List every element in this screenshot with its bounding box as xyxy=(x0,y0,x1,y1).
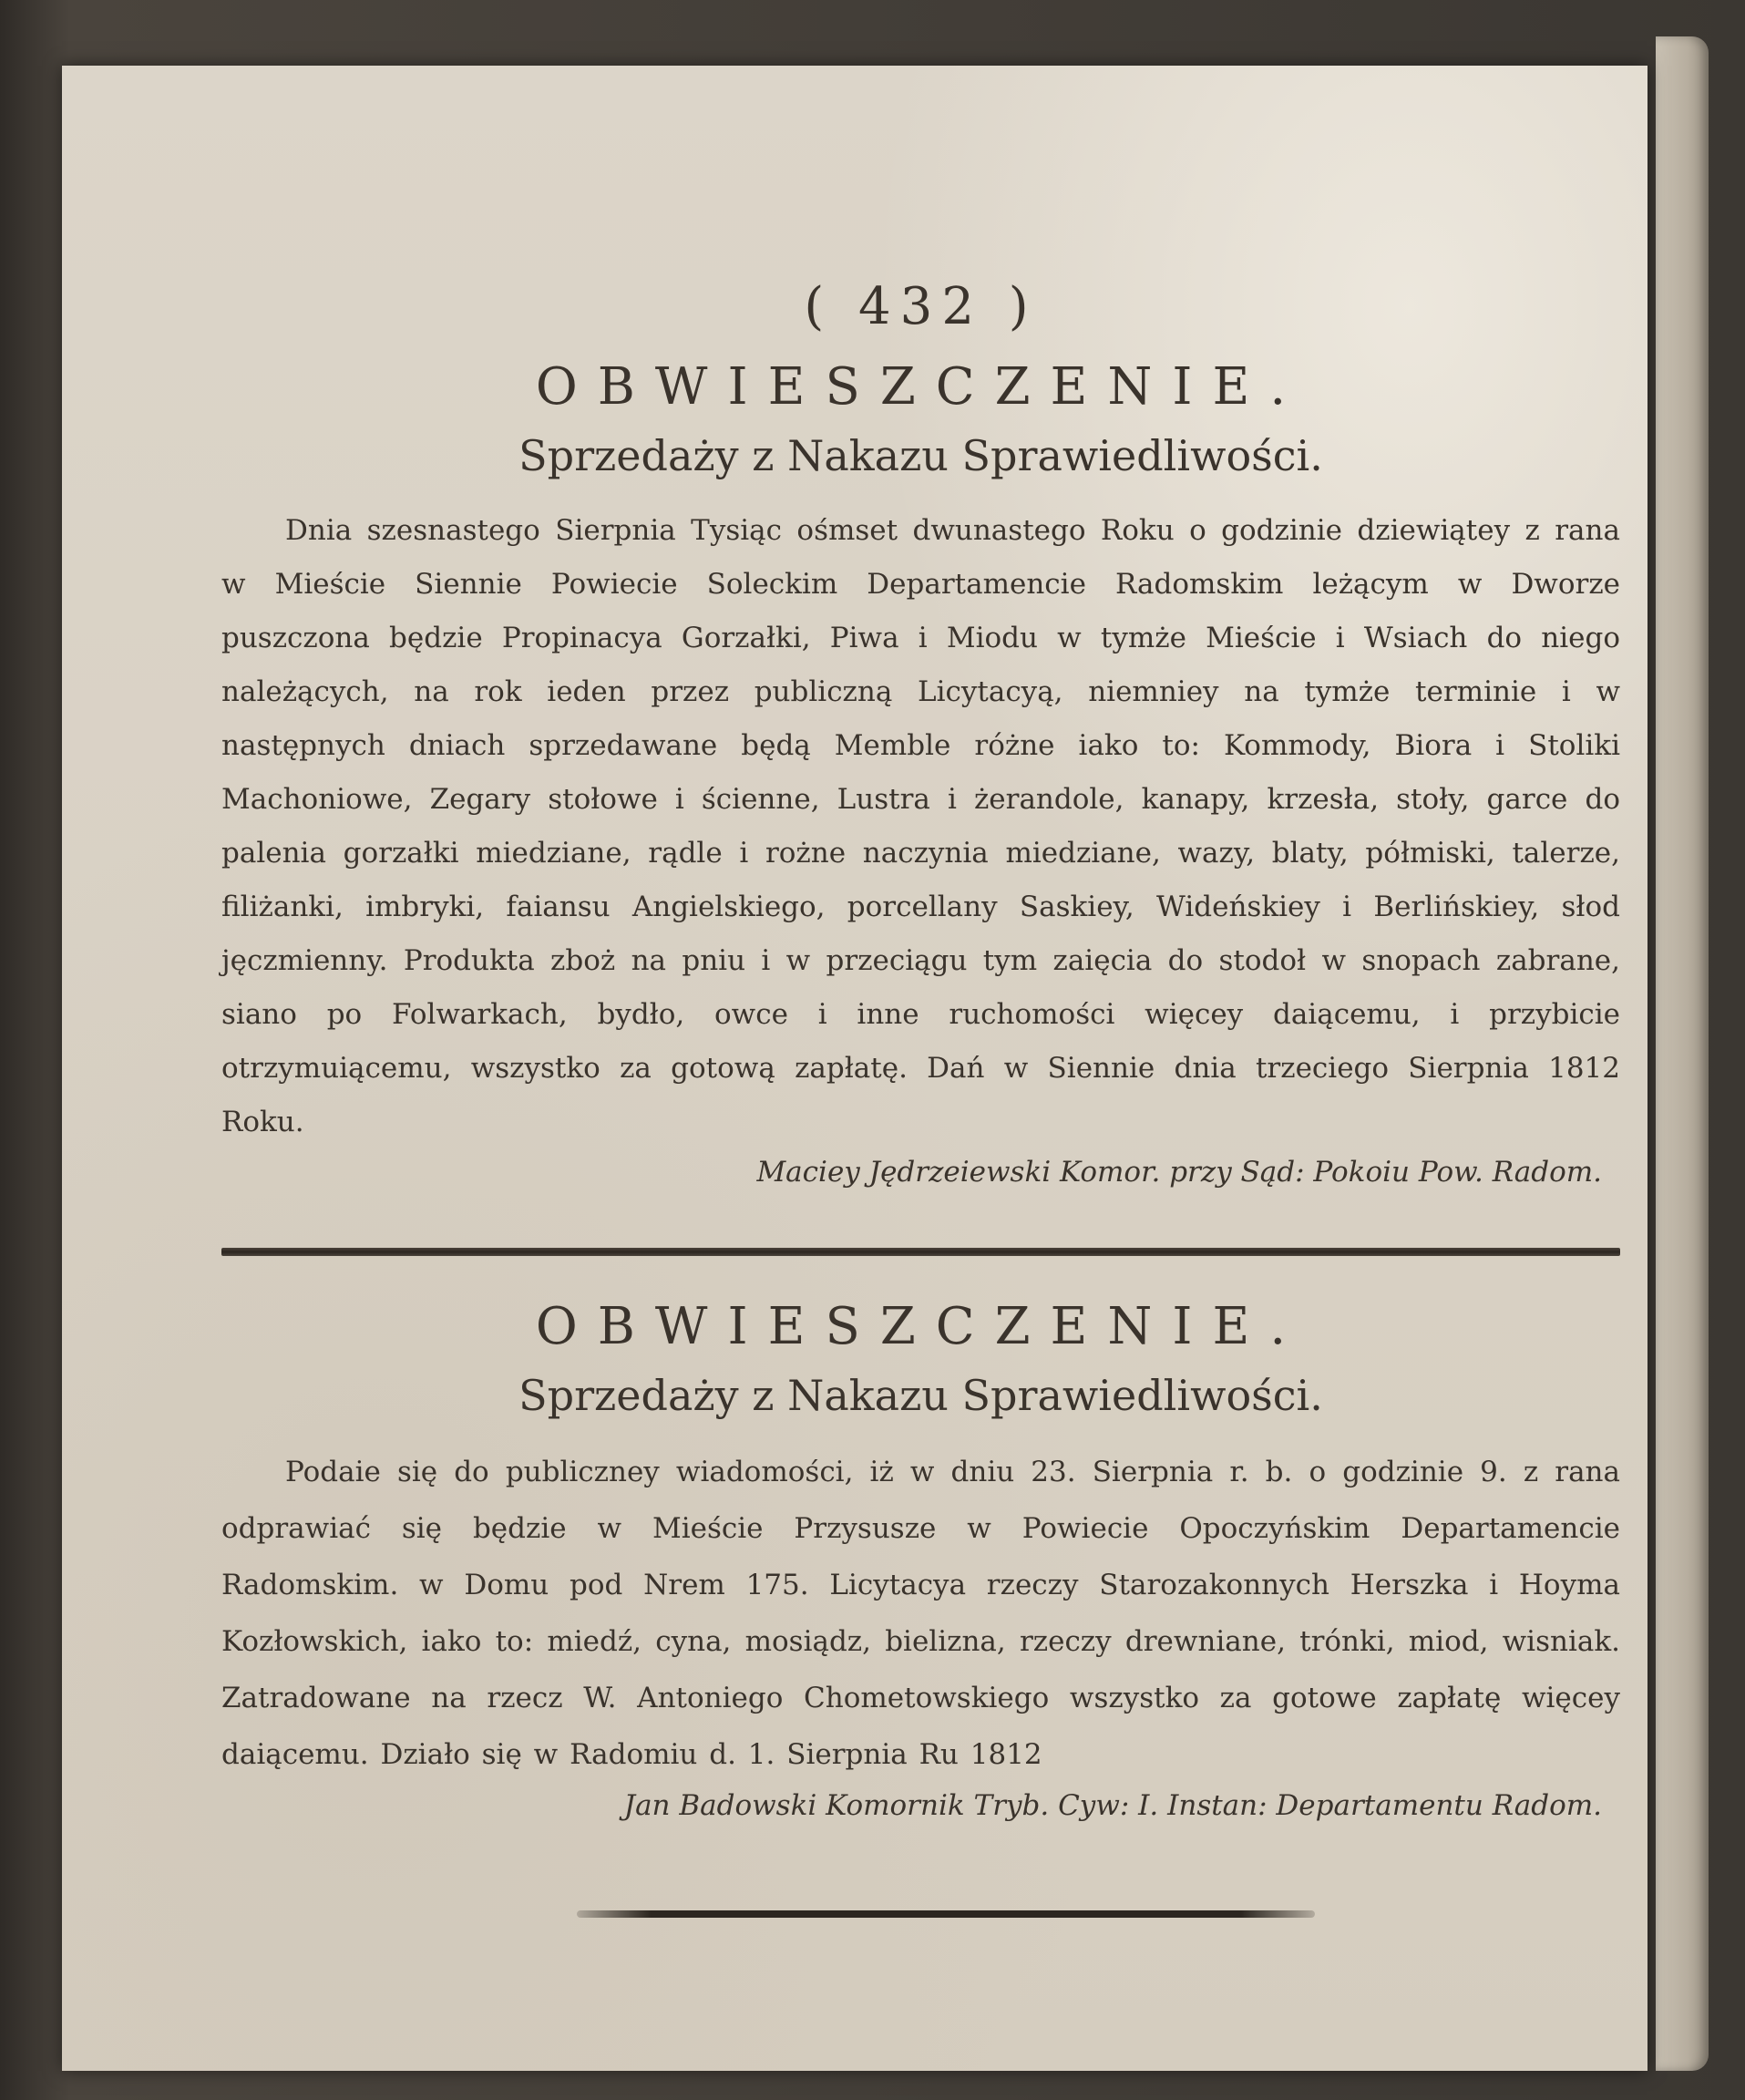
page-number: ( 432 ) xyxy=(804,277,1038,336)
document-page xyxy=(62,66,1647,2071)
page-edge xyxy=(1656,36,1709,2071)
notice-2 xyxy=(221,1291,1620,1828)
notice-1-signature: Maciey Jędrzeiewski Komor. przy Sąd: Pokoiu Pow. Radom. xyxy=(756,1156,1602,1189)
notice-1 xyxy=(221,351,1620,1195)
notice-2-body: Podaie się do publiczney wiadomości, iż w dniu 23. Sierpnia r. b. o godzinie 9. z rana odprawiać się będzie w Mieście Przysusze w Powiecie Opoczyńskim Departamencie Radomskim. w Domu pod Nrem 175. Licytacya rzeczy Starozakonnych Herszka i Hoyma Kozłowskich, iako to: miedź, cyna, mosiądz, bielizna, rzeczy drewniane, trónki, miod, wisniak. Zatradowane na rzecz W. Antoniego Chometowskiego wszystko za gotowe zapłatę więcey daiącemu. Działo się w Radomiu d. 1. Sierpnia Ru 1812 xyxy=(221,1456,1620,1771)
page-content xyxy=(221,271,1620,1918)
closing-rule xyxy=(577,1910,1315,1918)
notice-1-title: OBWIESZCZENIE. xyxy=(535,357,1307,417)
notice-2-signature: Jan Badowski Komornik Tryb. Cyw: I. Instan: Departamentu Radom. xyxy=(623,1789,1602,1822)
notice-2-title: OBWIESZCZENIE. xyxy=(535,1297,1307,1356)
section-divider xyxy=(221,1248,1620,1256)
notice-1-body: Dnia szesnastego Sierpnia Tysiąc ośmset dwunastego Roku o godzinie dziewiątey z rana w Mieście Siennie Powiecie Soleckim Departamencie Radomskim leżącym w Dworze puszczona będzie Propinacya Gorzałki, Piwa i Miodu w tymże Mieście i Wsiach do niego należących, na rok ieden przez publiczną Licytacyą, niemniey na tymże terminie i w następnych dniach sprzedawane będą Memble różne iako to: Kommody, Biora i Stoliki Machoniowe, Zegary stołowe i ścienne, Lustra i żerandole, kanapy, krzesła, stoły, garce do palenia gorzałki miedziane, rądle i rożne naczynia miedziane, wazy, blaty, półmiski, talerze, filiżanki, imbryki, faiansu Angielskiego, porcellany Saskiey, Wideńskiey i Berlińskiey, słod jęczmienny. Produkta zboż na pniu i w przeciągu tym zaięcia do stodoł w snopach zabrane, siano po Folwarkach, bydło, owce i inne ruchomości więcey daiącemu, i przybicie otrzymuiącemu, wszystko za gotową zapłatę. Dań w Siennie dnia trzeciego Sierpnia 1812 Roku. xyxy=(221,514,1620,1138)
notice-2-subtitle: Sprzedaży z Nakazu Sprawiedliwości. xyxy=(518,1371,1323,1420)
notice-1-subtitle: Sprzedaży z Nakazu Sprawiedliwości. xyxy=(518,431,1323,480)
